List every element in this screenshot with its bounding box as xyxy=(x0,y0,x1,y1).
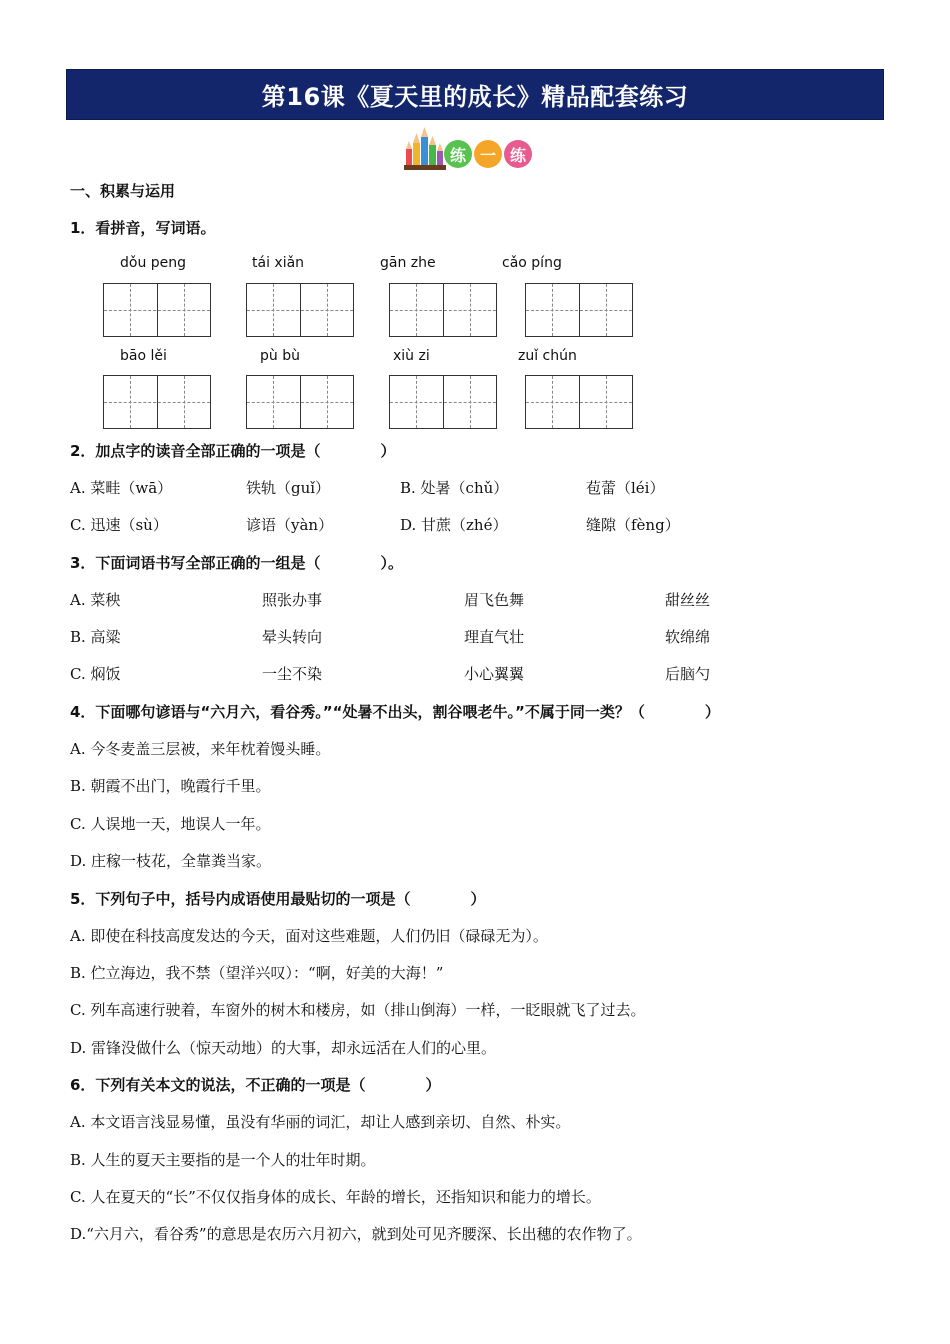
option[interactable]: C. 人误地一天，地误人一年。 xyxy=(70,815,271,833)
option[interactable]: 理直气壮 xyxy=(464,628,525,646)
option[interactable]: C. 列车高速行驶着，车窗外的树木和楼房，如（排山倒海）一样，一眨眼就飞了过去。 xyxy=(70,1001,646,1019)
option[interactable]: D. 雷锋没做什么（惊天动地）的大事，却永远活在人们的心里。 xyxy=(70,1039,497,1057)
pinyin-label: cǎo píng xyxy=(502,255,562,271)
option[interactable]: C. 迅速（sù） xyxy=(70,516,168,534)
pinyin-label: tái xiǎn xyxy=(252,255,305,271)
option[interactable]: A. 即使在科技高度发达的今天，面对这些难题，人们仍旧（碌碌无为）。 xyxy=(70,927,548,945)
option[interactable]: C. 人在夏天的“长”不仅仅指身体的成长、年龄的增长，还指知识和能力的增长。 xyxy=(70,1188,601,1206)
option[interactable]: 铁轨（guǐ） xyxy=(246,479,331,497)
question-1-stem: 1．看拼音，写词语。 xyxy=(70,219,216,237)
option[interactable]: 甜丝丝 xyxy=(665,591,711,609)
pinyin-label: pù bù xyxy=(260,348,300,364)
question-4-stem: 4．下面哪句谚语与“六月六，看谷秀。”“处暑不出头，割谷喂老牛。”不属于同一类？（ ） xyxy=(70,703,720,721)
option[interactable]: B. 伫立海边，我不禁（望洋兴叹）：“啊，好美的大海！” xyxy=(70,964,444,982)
badge-char-2: 一 xyxy=(474,140,502,168)
option[interactable]: 一尘不染 xyxy=(262,665,323,683)
option[interactable]: B. 处暑（chǔ） xyxy=(400,479,509,497)
pinyin-label: xiù zi xyxy=(393,348,430,364)
pinyin-label: zuǐ chún xyxy=(518,348,577,364)
option[interactable]: B. 高粱 xyxy=(70,628,121,646)
option[interactable]: D. 甘蔗（zhé） xyxy=(400,516,508,534)
option[interactable]: 缝隙（fèng） xyxy=(586,516,680,534)
writing-grid[interactable] xyxy=(525,375,633,429)
question-3-stem: 3．下面词语书写全部正确的一组是（ ）。 xyxy=(70,554,403,572)
writing-grid[interactable] xyxy=(246,375,354,429)
option[interactable]: A. 今冬麦盖三层被，来年枕着馒头睡。 xyxy=(70,740,331,758)
option[interactable]: A. 本文语言浅显易懂，虽没有华丽的词汇，却让人感到亲切、自然、朴实。 xyxy=(70,1113,571,1131)
option[interactable]: 后脑勺 xyxy=(665,665,711,683)
option[interactable]: C. 焖饭 xyxy=(70,665,121,683)
option[interactable]: A. 菜秧 xyxy=(70,591,121,609)
page-title: 第16课《夏天里的成长》精品配套练习 xyxy=(67,70,883,119)
badge-char-1: 练 xyxy=(444,140,472,168)
option[interactable]: 照张办事 xyxy=(262,591,323,609)
option[interactable]: B. 人生的夏天主要指的是一个人的壮年时期。 xyxy=(70,1151,376,1169)
writing-grid[interactable] xyxy=(103,375,211,429)
section-title: 一、积累与运用 xyxy=(70,182,176,200)
option[interactable]: D.“六月六，看谷秀”的意思是农历六月初六，就到处可见齐腰深、长出穗的农作物了。 xyxy=(70,1225,642,1243)
writing-grid[interactable] xyxy=(246,283,354,337)
option[interactable]: 软绵绵 xyxy=(665,628,711,646)
option[interactable]: 苞蕾（léi） xyxy=(586,479,665,497)
pinyin-label: gān zhe xyxy=(380,255,436,271)
option[interactable]: 眉飞色舞 xyxy=(464,591,525,609)
option[interactable]: 晕头转向 xyxy=(262,628,323,646)
question-2-stem: 2．加点字的读音全部正确的一项是（ ） xyxy=(70,442,396,460)
option[interactable]: 谚语（yàn） xyxy=(246,516,334,534)
writing-grid[interactable] xyxy=(389,375,497,429)
practice-badge xyxy=(404,127,534,171)
question-6-stem: 6．下列有关本文的说法，不正确的一项是（ ） xyxy=(70,1076,441,1094)
option[interactable]: A. 菜畦（wā） xyxy=(70,479,173,497)
question-5-stem: 5．下列句子中，括号内成语使用最贴切的一项是（ ） xyxy=(70,890,486,908)
writing-grid[interactable] xyxy=(525,283,633,337)
option[interactable]: B. 朝霞不出门，晚霞行千里。 xyxy=(70,777,271,795)
pinyin-label: bāo lěi xyxy=(120,348,167,364)
writing-grid[interactable] xyxy=(103,283,211,337)
badge-char-3: 练 xyxy=(504,140,532,168)
writing-grid[interactable] xyxy=(389,283,497,337)
pinyin-label: dǒu peng xyxy=(120,255,187,271)
option[interactable]: 小心翼翼 xyxy=(464,665,525,683)
option[interactable]: D. 庄稼一枝花，全靠粪当家。 xyxy=(70,852,272,870)
pencils-icon xyxy=(404,127,446,171)
